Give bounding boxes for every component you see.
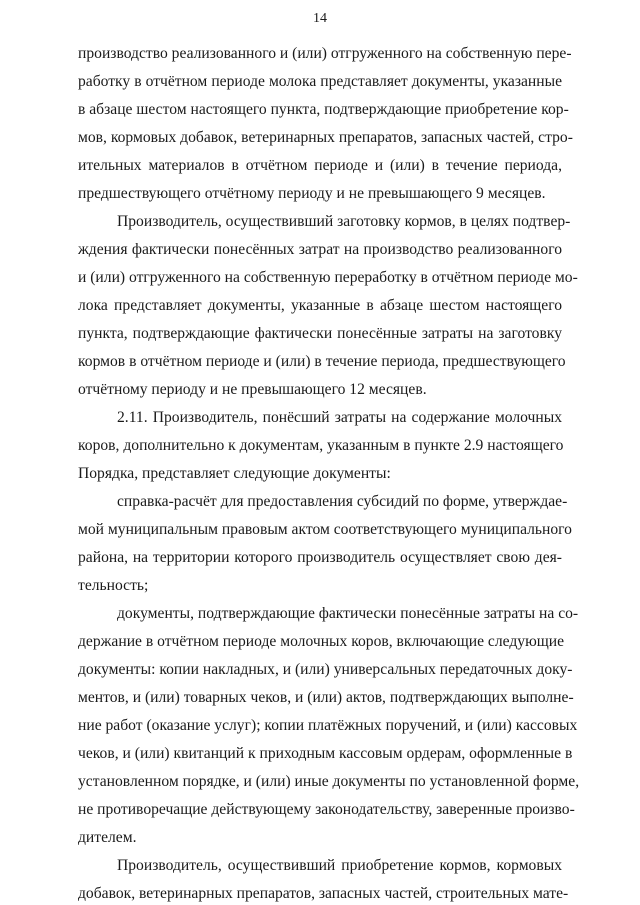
text-line: и (или) отгруженного на собственную переработку в отчётном периоде мо-: [78, 269, 578, 286]
text-line: держание в отчётном периоде молочных коров, включающие следующие: [78, 633, 564, 650]
text-line: производство реализованного и (или) отгруженного на собственную пере-: [78, 45, 572, 62]
text-line: установленном порядке, и (или) иные документы по установленной форме,: [78, 773, 580, 790]
text-line: коров, дополнительно к документам, указанным в пункте 2.9 настоящего: [78, 437, 564, 454]
text-line: ние работ (оказание услуг); копии платёжных поручений, и (или) кассовых: [78, 717, 578, 734]
text-line: документы, подтверждающие фактически понесённые затраты на со-: [117, 605, 579, 622]
text-line: справка-расчёт для предоставления субсидий по форме, утверждае-: [117, 493, 568, 510]
text-line: ительных материалов в отчётном периоде и (или) в течение периода,: [78, 157, 562, 174]
text-line: Производитель, осуществивший заготовку кормов, в целях подтвер-: [117, 213, 571, 230]
text-line: пункта, подтверждающие фактически понесённые затраты на заготовку: [78, 325, 562, 342]
text-line: ждения фактически понесённых затрат на производство реализованного: [78, 241, 562, 258]
text-line: района, на территории которого производитель осуществляет свою дея-: [78, 549, 562, 566]
text-line: добавок, ветеринарных препаратов, запасных частей, строительных мате-: [78, 885, 569, 902]
text-line: документы: копии накладных, и (или) универсальных передаточных доку-: [78, 661, 573, 678]
text-line: Порядка, представляет следующие документы:: [78, 465, 391, 482]
text-line: мой муниципальным правовым актом соответствующего муниципального: [78, 521, 572, 538]
text-line: кормов в отчётном периоде и (или) в течение периода, предшествующего: [78, 353, 566, 370]
text-line: ментов, и (или) товарных чеков, и (или) актов, подтверждающих выполне-: [78, 689, 574, 706]
text-line: тельность;: [78, 577, 149, 594]
page-number: 14: [313, 11, 327, 26]
text-line: лока представляет документы, указанные в абзаце шестом настоящего: [78, 297, 562, 314]
text-line: Производитель, осуществивший приобретение кормов, кормовых: [117, 857, 562, 874]
text-line: 2.11. Производитель, понёсший затраты на содержание молочных: [117, 409, 562, 426]
text-line: работку в отчётном периоде молока представляет документы, указанные: [78, 73, 562, 90]
text-line: предшествующего отчётному периоду и не превышающего 9 месяцев.: [78, 185, 546, 202]
text-line: в абзаце шестом настоящего пункта, подтверждающие приобретение кор-: [78, 101, 569, 118]
text-line: не противоречащие действующему законодательству, заверенные произво-: [78, 801, 575, 818]
text-line: чеков, и (или) квитанций к приходным кассовым ордерам, оформленные в: [78, 745, 573, 762]
text-line: отчётному периоду и не превышающего 12 месяцев.: [78, 381, 427, 398]
text-line: дителем.: [78, 829, 137, 846]
text-line: мов, кормовых добавок, ветеринарных препаратов, запасных частей, стро-: [78, 129, 573, 146]
